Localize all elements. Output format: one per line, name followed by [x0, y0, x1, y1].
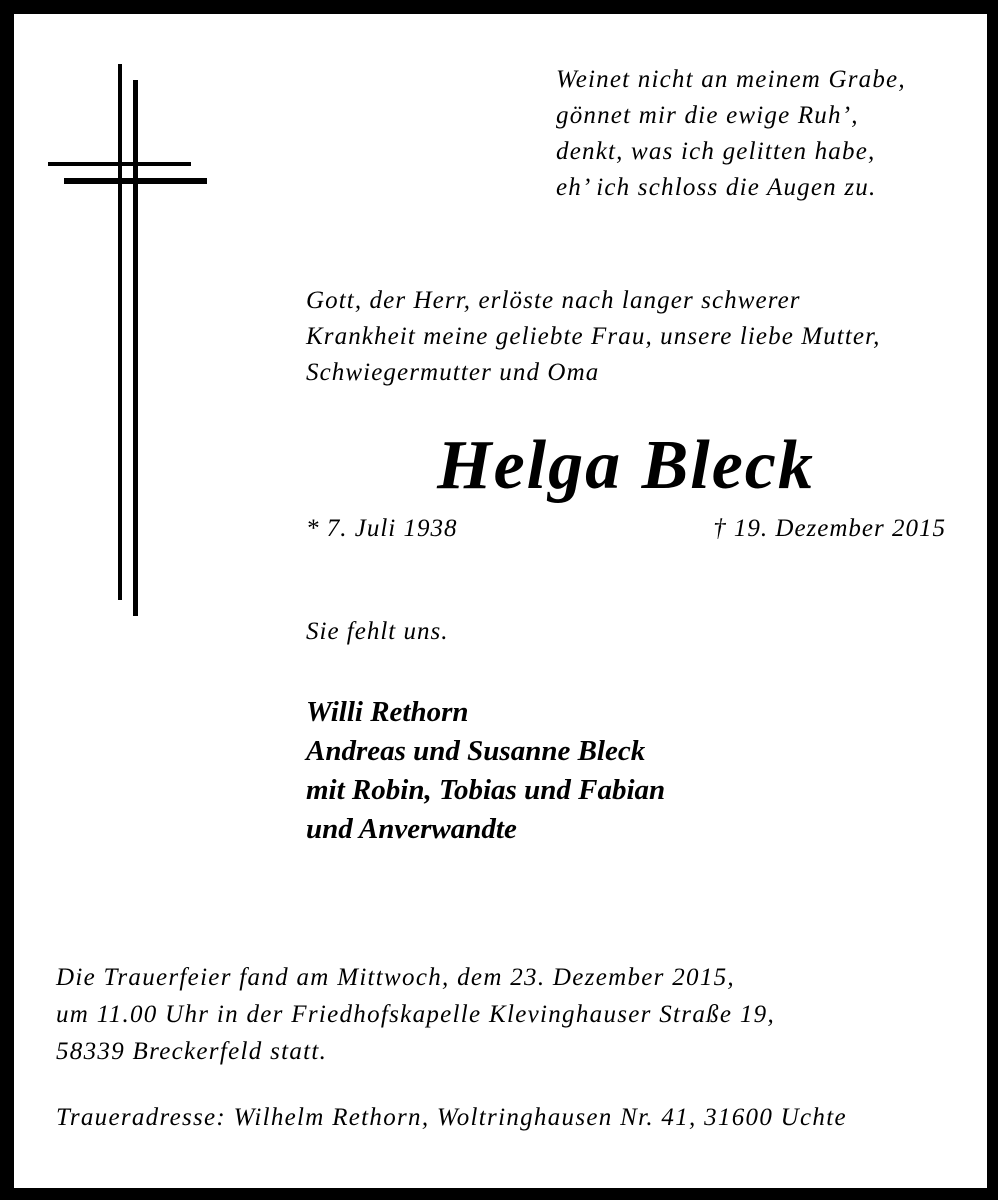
family-signatures — [306, 693, 665, 849]
deceased-name: Helga Bleck — [437, 427, 815, 504]
ceremony-line: um 11.00 Uhr in der Friedhofskapelle Klevinghauser Straße 19, — [56, 1001, 776, 1028]
poem-line: denkt, was ich gelitten habe, — [556, 138, 876, 165]
birth-date: * 7. Juli 1938 — [306, 515, 458, 542]
poem-line: eh’ ich schloss die Augen zu. — [556, 174, 877, 201]
ceremony-info — [56, 959, 775, 1070]
death-date: † 19. Dezember 2015 — [713, 515, 946, 542]
family-line: und Anverwandte — [306, 813, 517, 845]
family-line: mit Robin, Tobias und Fabian — [306, 774, 666, 806]
mourning-address: Traueradresse: Wilhelm Rethorn, Woltringhausen Nr. 41, 31600 Uchte — [56, 1104, 847, 1131]
intro-text — [306, 283, 880, 391]
intro-line: Krankheit meine geliebte Frau, unsere liebe Mutter, — [306, 323, 881, 350]
poem-line: Weinet nicht an meinem Grabe, — [556, 66, 906, 93]
poem-verse — [556, 62, 906, 206]
intro-line: Gott, der Herr, erlöste nach langer schwerer — [306, 287, 801, 314]
family-line: Andreas und Susanne Bleck — [306, 735, 646, 767]
life-dates — [306, 511, 946, 547]
missed-text: Sie fehlt uns. — [306, 618, 449, 645]
ceremony-line: Die Trauerfeier fand am Mittwoch, dem 23. Dezember 2015, — [56, 964, 735, 991]
poem-line: gönnet mir die ewige Ruh’, — [556, 102, 859, 129]
ceremony-line: 58339 Breckerfeld statt. — [56, 1038, 328, 1065]
family-line: Willi Rethorn — [306, 696, 469, 728]
intro-line: Schwiegermutter und Oma — [306, 359, 600, 386]
